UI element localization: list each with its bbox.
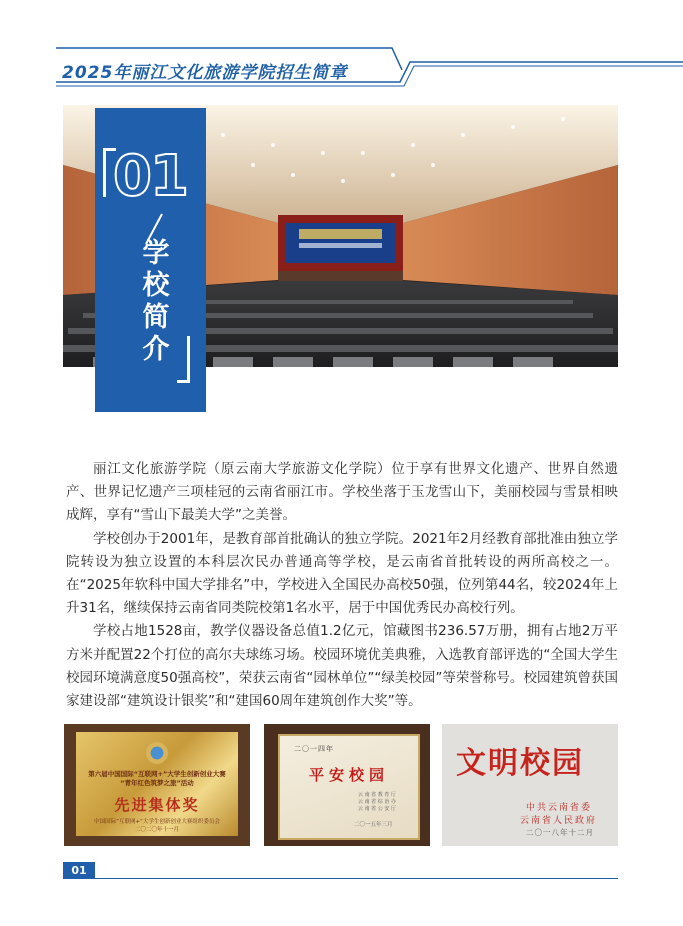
plaque-title: 先进集体奖 [114, 796, 200, 814]
page-header [0, 0, 683, 90]
plaque-line: 第六届中国国际“互联网+”大学生创新创业大赛 [88, 770, 226, 778]
intro-text [66, 458, 618, 713]
plaque-org: 云 南 省 公 安 厅 [358, 806, 396, 812]
paragraph: 学校创办于2001年，是教育部首批确认的独立学院。2021年2月经教育部批准由独立学院转设为独立设置的本科层次民办普通高等学校，是云南省首批转设的两所高校之一。在“2025年软科中国大学排名”中，学校进入全国民办高校50强，位列第44名，较2024年上升31名，继续保持云南省同类院校第1名水平，居于中国优秀民办高校行列。 [66, 530, 618, 617]
paragraph: 学校占地1528亩，教学仪器设备总值1.2亿元，馆藏图书236.57万册，拥有占地2万平方米并配置22个打位的高尔夫球练习场。校园环境优美典雅，入选教育部评选的“全国大学生校园环境满意度50强高校”，荣获云南省“园林单位”“绿美校园”等荣誉称号。校园建筑曾获国家建设部“建筑设计银奖”和“建国60周年建筑创作大奖”等。 [66, 623, 618, 710]
paragraph: 丽江文化旅游学院（原云南大学旅游文化学院）位于享有世界文化遗产、世界自然遗产、世界记忆遗产三项桂冠的云南省丽江市。学校坐落于玉龙雪山下，美丽校园与雪景相映成辉，享有“雪山下最美大学”之美誉。 [66, 461, 618, 524]
plaque-date: 二〇一八年十二月 [526, 828, 594, 837]
plaque-org: 云南省人民政府 [520, 816, 598, 826]
page-number: 01 [63, 862, 95, 879]
section-number: 01 [113, 144, 187, 209]
section-title: 学校简介 [142, 238, 170, 365]
plaque-title: 文明校园 [456, 746, 584, 781]
section-tag [95, 108, 206, 412]
award-plaque-photo [64, 724, 250, 846]
plaque [278, 734, 420, 840]
plaque-org: 中国国际“互联网+”大学生创新创业大赛组织委员会 [94, 819, 220, 825]
plaque-footer [76, 818, 238, 834]
plaque-heading [76, 770, 238, 788]
gold-plaque [76, 732, 238, 836]
plaque-line: “青年红色筑梦之旅”活动 [120, 779, 194, 787]
plaque-year: 二〇一四年 [294, 745, 334, 753]
plaque-date: 二〇一五年三月 [354, 822, 393, 828]
competition-logo-icon [146, 742, 168, 764]
plaque-org: 云 南 省 教 育 厅 [358, 792, 396, 798]
plaque-title: 平安校园 [308, 766, 389, 784]
plaque-org: 云 南 省 综 治 办 [358, 799, 396, 805]
safe-campus-plaque-photo [264, 724, 430, 846]
footer-divider [95, 878, 618, 879]
brochure-title: 2025年丽江文化旅游学院招生简章 [62, 63, 348, 83]
plaque-date: 二〇二〇年十一月 [134, 827, 179, 833]
bracket-bottom-decoration [177, 336, 190, 383]
civilized-campus-plaque-photo [442, 724, 618, 846]
plaque-orgs [358, 792, 396, 813]
plaque-org: 中共云南省委 [526, 803, 593, 813]
